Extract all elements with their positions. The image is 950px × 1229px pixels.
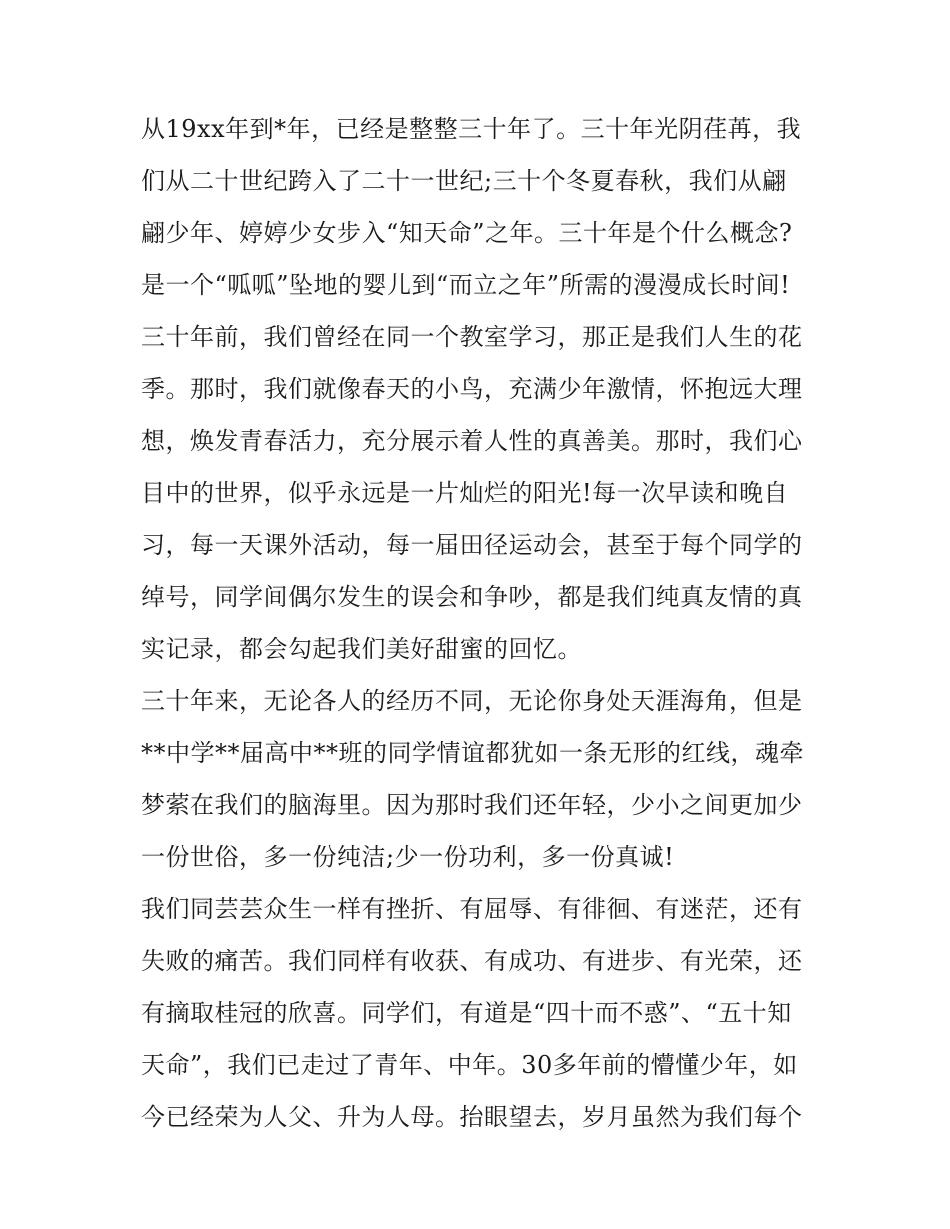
text-line: 我们同芸芸众生一样有挫折、有屈辱、有徘徊、有迷茫，还有	[141, 895, 803, 923]
text-line: 今已经荣为人父、升为人母。抬眼望去，岁月虽然为我们每个	[141, 1103, 803, 1131]
text-line: 天命”，我们已走过了青年、中年。30多年前的懵懂少年，如	[141, 1051, 798, 1079]
text-line: 三十年前，我们曾经在同一个教室学习，那正是我们人生的花	[141, 323, 803, 351]
paragraph-1	[141, 103, 821, 311]
paragraph-3	[141, 675, 821, 883]
paragraph-2	[141, 311, 821, 675]
text-line: 季。那时，我们就像春天的小鸟，充满少年激情，怀抱远大理	[141, 375, 803, 403]
paragraph-4	[141, 883, 821, 1143]
text-line: 目中的世界，似乎永远是一片灿烂的阳光!每一次早读和晚自	[141, 479, 789, 507]
text-line: 想，焕发青春活力，充分展示着人性的真善美。那时，我们心	[141, 427, 803, 455]
text-line: **中学**届高中**班的同学情谊都犹如一条无形的红线，魂牵	[141, 739, 804, 767]
text-line: 们从二十世纪跨入了二十一世纪;三十个冬夏春秋，我们从翩	[141, 167, 787, 195]
text-line: 从19xx年到*年，已经是整整三十年了。三十年光阴荏苒，我	[141, 115, 802, 143]
text-line: 绰号，同学间偶尔发生的误会和争吵，都是我们纯真友情的真	[141, 583, 803, 611]
text-line: 实记录，都会勾起我们美好甜蜜的回忆。	[141, 635, 582, 663]
text-line: 一份世俗，多一份纯洁;少一份功利，多一份真诚!	[141, 843, 675, 871]
text-line: 失败的痛苦。我们同样有收获、有成功、有进步、有光荣，还	[141, 947, 803, 975]
document-body	[141, 103, 821, 1143]
text-line: 梦萦在我们的脑海里。因为那时我们还年轻，少小之间更加少	[141, 791, 803, 819]
text-line: 翩少年、婷婷少女步入“知天命”之年。三十年是个什么概念?	[141, 219, 793, 247]
text-line: 是一个“呱呱”坠地的婴儿到“而立之年”所需的漫漫成长时间!	[141, 271, 791, 299]
text-line: 三十年来，无论各人的经历不同，无论你身处天涯海角，但是	[141, 687, 803, 715]
text-line: 有摘取桂冠的欣喜。同学们，有道是“四十而不惑”、“五十知	[141, 999, 792, 1027]
text-line: 习，每一天课外活动，每一届田径运动会，甚至于每个同学的	[141, 531, 803, 559]
